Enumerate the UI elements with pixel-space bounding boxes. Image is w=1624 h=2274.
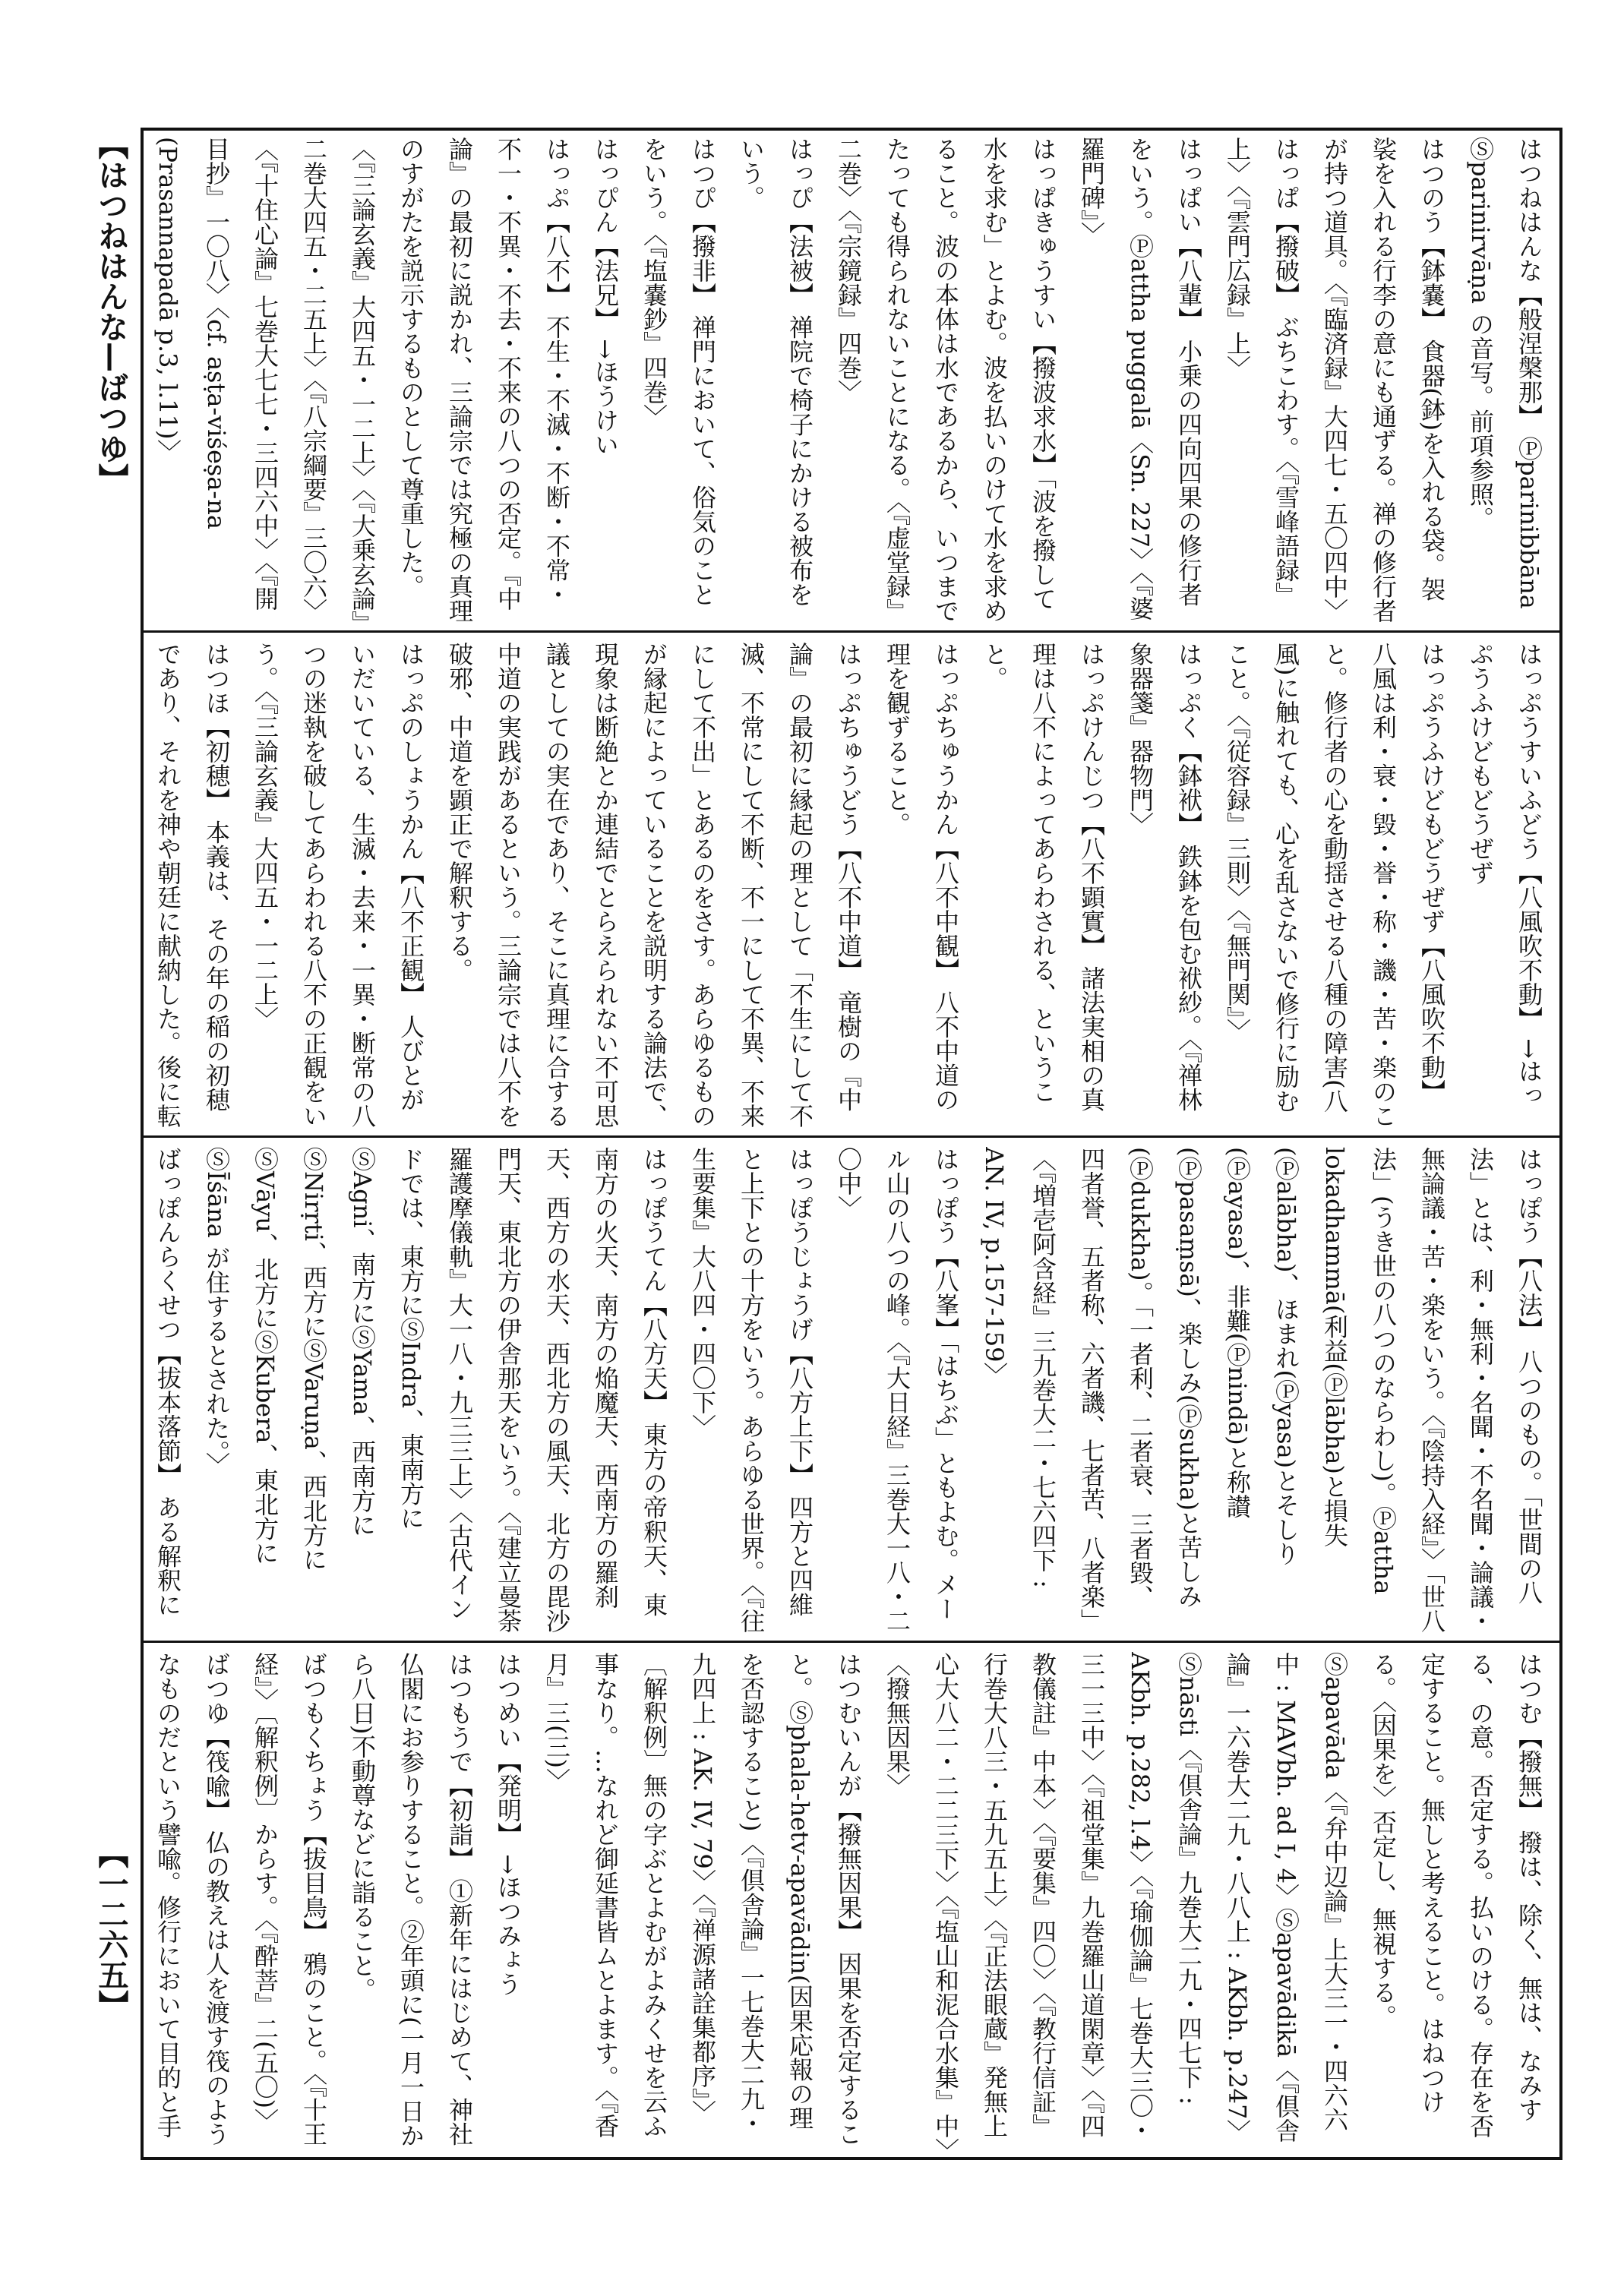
dictionary-entry: はっぷく【鉢袱】 鉄鉢を包む袱紗。〈『禅林象器箋』器物門〉 xyxy=(1126,642,1203,1112)
tier-1 xyxy=(152,137,1553,623)
dictionary-entry: はつぴ【撥非】 禅門において、俗気のことをいう。〈『塩嚢鈔』四巻〉 xyxy=(640,137,717,607)
tier-divider xyxy=(141,630,1562,633)
dictionary-entry: はっぷのしょうかん【八不正観】 人びとがいだいている、生滅・去来・一異・断常の八つの迷執を破してあらわれる八不の正観をいう。〈『三論玄義』大四五・一二上〉 xyxy=(251,642,425,1128)
tier-4 xyxy=(152,1652,1553,2153)
tier-divider xyxy=(141,1135,1562,1138)
dictionary-entry: はつもうで【初詣】 ①新年にはじめて、神社仏閣にお参りすること。②年頭に(一月一日から八日)不動尊などに詣ること。 xyxy=(348,1652,474,2148)
running-head: 【はつねはんな—ばつゆ】 xyxy=(93,129,128,494)
tier-divider xyxy=(141,1641,1562,1643)
dictionary-entry: はっぽうじょうげ【八方上下】 四方と四維と上下との十方をいう。あらゆる世界。〈『往生要集』大八四・四〇下〉 xyxy=(688,1147,814,1633)
dictionary-entry: はつむいんが【撥無因果】 因果を否定すること。Ⓢphala-hetv-apavādin(因果応報の理を否認すること)〈『倶舎論』一七巻大二九・九四上 : AK. IV, 79〉〈『禅源諸詮集都序』〉〔解釈例〕無の字ぶとよむがよみくせを云ふ事なり。…なれど御延書皆ムとよます。〈『香月』三(三)〉 xyxy=(542,1652,863,2146)
page-number: 【一二六五】 xyxy=(93,1838,128,2020)
dictionary-entry: はっぴん【法兄】 →ほうけい xyxy=(591,137,620,456)
dictionary-entry: はつほ【初穂】 本義は、その年の稲の初穂であり、それを神や朝廷に献納した。後に転 xyxy=(153,642,231,1128)
dictionary-entry: はっぱ【撥破】 ぶちこわす。〈『雪峰語録』上〉〈『雲門広録』上〉 xyxy=(1223,137,1300,607)
dictionary-entry: はつめい【発明】 →ほつみょう xyxy=(494,1652,523,1996)
dictionary-entry: はっぽう【八法】 八つのもの。「世間の八法」とは、利・無利・名聞・不名聞・論議・無論議・苦・楽をいう。〈『陰持入経』〉「世八法」(うき世の八つのならわし)。Ⓟattha lokadhammā(利益(Ⓟlābha)と損失(Ⓟalābha)、ほまれ(Ⓟyasa)とそしり(Ⓟayasa)、非難(Ⓟnindā)と称讃(Ⓟpasaṃsā)、楽しみ(Ⓟsukha)と苦しみ(Ⓟdukkha)。「一者利、二者衰、三者毀、四者誉、五者称、六者譏、七者苦、八者楽」〈『増壱阿含経』三九巻大二・七六四下 : AN. IV, p.157-159〉 xyxy=(980,1147,1543,1633)
dictionary-entry: はっぽうてん【八方天】 東方の帝釈天、東南方の火天、南方の焔魔天、西南方の羅刹天、西方の水天、西北方の風天、北方の毘沙門天、東北方の伊舎那天をいう。〈『建立曼荼羅護摩儀軌』大一八・九三三上〉〈古代インドでは、東方にⓈIndra、東南方にⓈAgni、南方にⓈYama、西南方にⓈNirṛti、西方にⓈVaruṇa、西北方にⓈVāyu、北方にⓈKubera、東北方にⓈĪśāna が住するとされた。〉 xyxy=(202,1147,668,1633)
dictionary-entry: はっぷちゅうかん【八不中観】 八不中道の理を観ずること。 xyxy=(883,642,960,1112)
dictionary-entry: はっぱい【八輩】 小乗の四向四果の修行者をいう。Ⓟattha puggalā〈Sn. 227〉〈『婆羅門碑』〉 xyxy=(1077,137,1203,621)
dictionary-entry: はっぽう【八峯】「はちぶ」ともよむ。メール山の八つの峰。〈『大日経』三巻大一八・二〇中〉 xyxy=(834,1147,960,1633)
dictionary-entry: はっぷちゅうどう【八不中道】 竜樹の『中論』の最初に縁起の理として「不生にして不滅、不常にして不断、不一にして不異、不来にして不出」とあるのをさす。あらゆるものが縁起によっていることを説明する論法で、現象は断絶とか連結でとらえられない不可思議としての実在であり、そこに真理に合する中道の実践があるという。三論宗では八不を破邪、中道を顕正で解釈する。 xyxy=(445,642,863,1128)
dictionary-entry: はつねはんな【般涅槃那】 Ⓟparinibbāna Ⓢparinirvāṇa の音写。前項参照。 xyxy=(1466,137,1543,609)
dictionary-entry: ばつゆ【筏喩】 仏の教えは人を渡す筏のようなものだという譬喩。修行において目的と手 xyxy=(153,1652,231,2146)
dictionary-entry: はっぴ【法被】 禅院で椅子にかける被布をいう。 xyxy=(737,137,814,607)
dictionary-entry: はっぱきゅうすい【撥波求水】「波を撥して水を求む」とよむ。波を払いのけて水を求めること。波の本体は水であるから、いつまでたっても得られないことになる。〈『虚堂録』二巻〉〈『宗鏡録』四巻〉 xyxy=(834,137,1057,623)
dictionary-entry: ばっぽんらくせつ【拔本落節】 ある解釈に xyxy=(153,1147,182,1617)
dictionary-entry: はっぷうふけどもどうぜず【八風吹不動】 八風は利・衰・毀・誉・称・譏・苦・楽のこと。修行者の心を動揺させる八種の障害(八風)に触れても、心を乱さないで修行に励むこと。〈『従容録』三則〉〈『無門関』〉 xyxy=(1223,642,1446,1128)
dictionary-entry: はつむ【撥無】 撥は、除く、無は、なみする、の意。否定する。払いのける。存在を否定すること。無しと考えること。はねつける。〈因果を〉否定し、無視する。Ⓢapavāda〈『弁中辺論』上大三一・四六六中 : MAVbh. ad I, 4〉Ⓢapavādikā〈『倶舎論』一六巻大二九・八八上 : AKbh. p.247〉Ⓢnāsti〈『倶舎論』九巻大二九・四七下 : AKbh. p.282, l.4〉〈『瑜伽論』七巻大三〇・三一三中〉〈『祖堂集』九巻羅山道閑章〉〈『四教儀註』中本〉〈『要集』四〇〉〈『教行信証』行巻大八三・五九五上〉〈『正法眼蔵』発無上心大八二・二二三下〉〈『塩山和泥合水集』中〉〈撥無因果〉 xyxy=(883,1652,1543,2150)
dictionary-entry: はっぷ【八不】 不生・不滅・不断・不常・不一・不異・不去・不来の八つの否定。『中論』の最初に説かれ、三論宗では究極の真理のすがたを説示するものとして尊重した。〈『三論玄義』大四五・一二上〉〈『大乗玄論』二巻大四五・二五上〉〈『八宗綱要』三〇六〉〈『十住心論』七巻大七七・三四六中〉〈『開目抄』一〇八〉〈cf. aṣṭa-viśeṣa-na (Prasannapadā p.3, l.11)〉 xyxy=(153,137,571,623)
dictionary-entry: はっぷうすいふどう【八風吹不動】 →はっぷうふけどもどうぜず xyxy=(1466,642,1543,1107)
dictionary-entry: はっぷけんじつ【八不顕實】 諸法実相の真理は八不によってあらわされる、ということ。 xyxy=(980,642,1106,1112)
tier-2 xyxy=(152,642,1553,1128)
dictionary-entry: はつのう【鉢嚢】 食器(鉢)を入れる袋。袈裟を入れる行李の意にも通ずる。禅の修行者が持つ道具。〈『臨済録』大四七・五〇四中〉 xyxy=(1320,137,1446,623)
tier-3 xyxy=(152,1147,1553,1633)
dictionary-entry: ばつもくちょう【拔目鳥】 鴉のこと。〈『十王経』〉〔解釈例〕からす。〈『酔菩』二(五〇)〉 xyxy=(251,1652,328,2146)
